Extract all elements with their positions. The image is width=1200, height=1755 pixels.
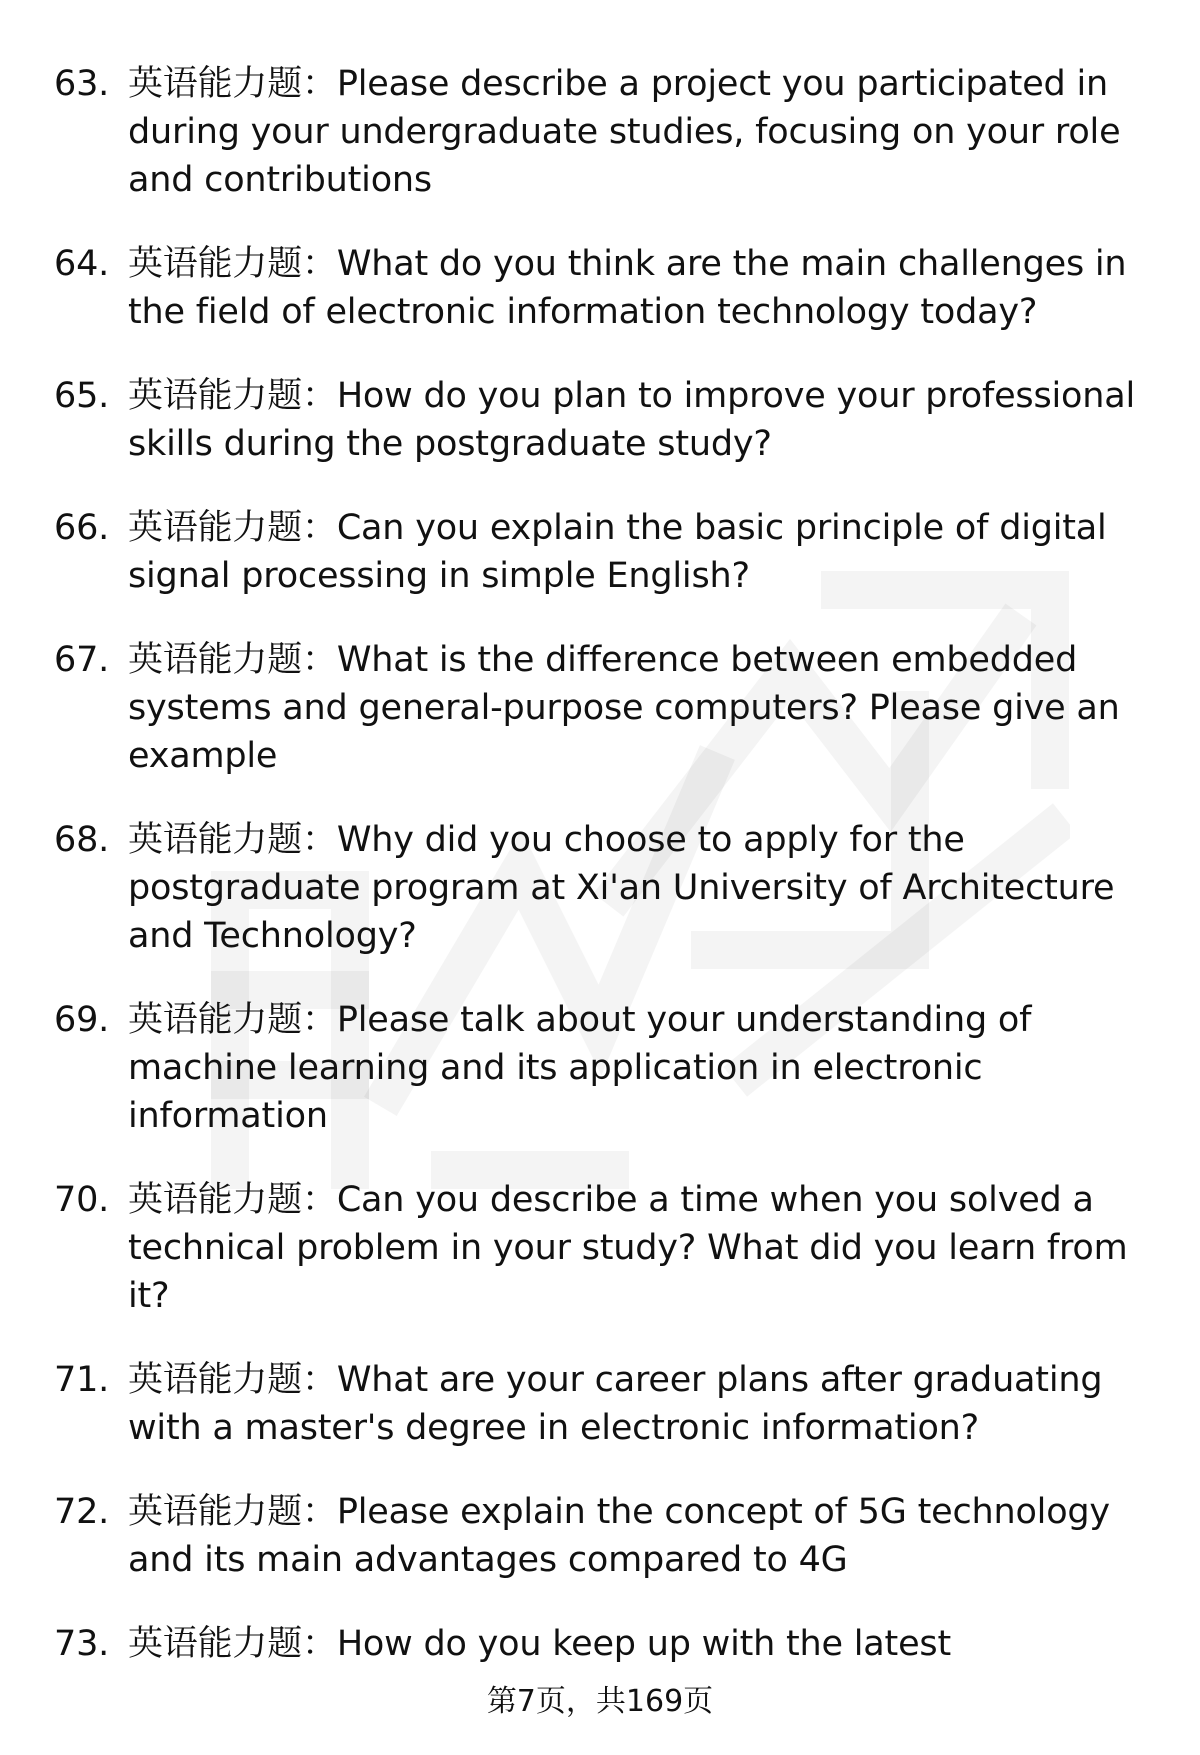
question-item — [54, 1488, 1164, 1584]
question-list — [54, 60, 1164, 1704]
question-text: Please explain the concept of 5G technology and its main advantages compared to 4G — [128, 1492, 1110, 1580]
question-tag: 英语能力题： — [128, 640, 337, 680]
question-number: 65. — [54, 376, 110, 416]
question-item — [54, 240, 1164, 336]
question-number: 68. — [54, 820, 110, 860]
question-item — [54, 996, 1164, 1140]
question-tag: 英语能力题： — [128, 376, 337, 416]
question-tag: 英语能力题： — [128, 64, 337, 104]
question-text: What are your career plans after graduating with a master's degree in electronic information? — [128, 1360, 1103, 1448]
question-number: 73. — [54, 1624, 110, 1664]
question-item — [54, 636, 1164, 780]
question-tag: 英语能力题： — [128, 820, 337, 860]
page-footer: 第7页，共169页 — [486, 1684, 714, 1719]
question-tag: 英语能力题： — [128, 1624, 337, 1664]
question-item — [54, 1620, 1164, 1668]
question-number: 72. — [54, 1492, 110, 1532]
question-tag: 英语能力题： — [128, 1180, 337, 1220]
question-item — [54, 504, 1164, 600]
question-text: Why did you choose to apply for the postgraduate program at Xi'an University of Architecture and Technology? — [128, 820, 1115, 956]
question-number: 71. — [54, 1360, 110, 1400]
question-text: Please talk about your understanding of machine learning and its application in electronic information — [128, 1000, 1032, 1136]
question-text: What do you think are the main challenges in the field of electronic information technology today? — [128, 244, 1127, 332]
question-item — [54, 1356, 1164, 1452]
question-tag: 英语能力题： — [128, 1492, 337, 1532]
question-number: 70. — [54, 1180, 110, 1220]
question-text: Can you explain the basic principle of digital signal processing in simple English? — [128, 508, 1107, 596]
question-text: How do you plan to improve your professional skills during the postgraduate study? — [128, 376, 1135, 464]
question-item — [54, 816, 1164, 960]
question-number: 69. — [54, 1000, 110, 1040]
question-tag: 英语能力题： — [128, 508, 337, 548]
question-number: 67. — [54, 640, 110, 680]
question-text: What is the difference between embedded systems and general-purpose computers? Please give an example — [128, 640, 1120, 776]
question-tag: 英语能力题： — [128, 1360, 337, 1400]
question-tag: 英语能力题： — [128, 1000, 337, 1040]
question-item — [54, 60, 1164, 204]
question-text: How do you keep up with the latest — [336, 1624, 951, 1664]
question-tag: 英语能力题： — [128, 244, 337, 284]
question-text: Please describe a project you participated in during your undergraduate studies, focusing on your role and contributions — [128, 64, 1121, 200]
question-number: 66. — [54, 508, 110, 548]
question-text: Can you describe a time when you solved a technical problem in your study? What did you learn from it? — [128, 1180, 1128, 1316]
question-item — [54, 372, 1164, 468]
question-item — [54, 1176, 1164, 1320]
question-number: 63. — [54, 64, 110, 104]
question-number: 64. — [54, 244, 110, 284]
